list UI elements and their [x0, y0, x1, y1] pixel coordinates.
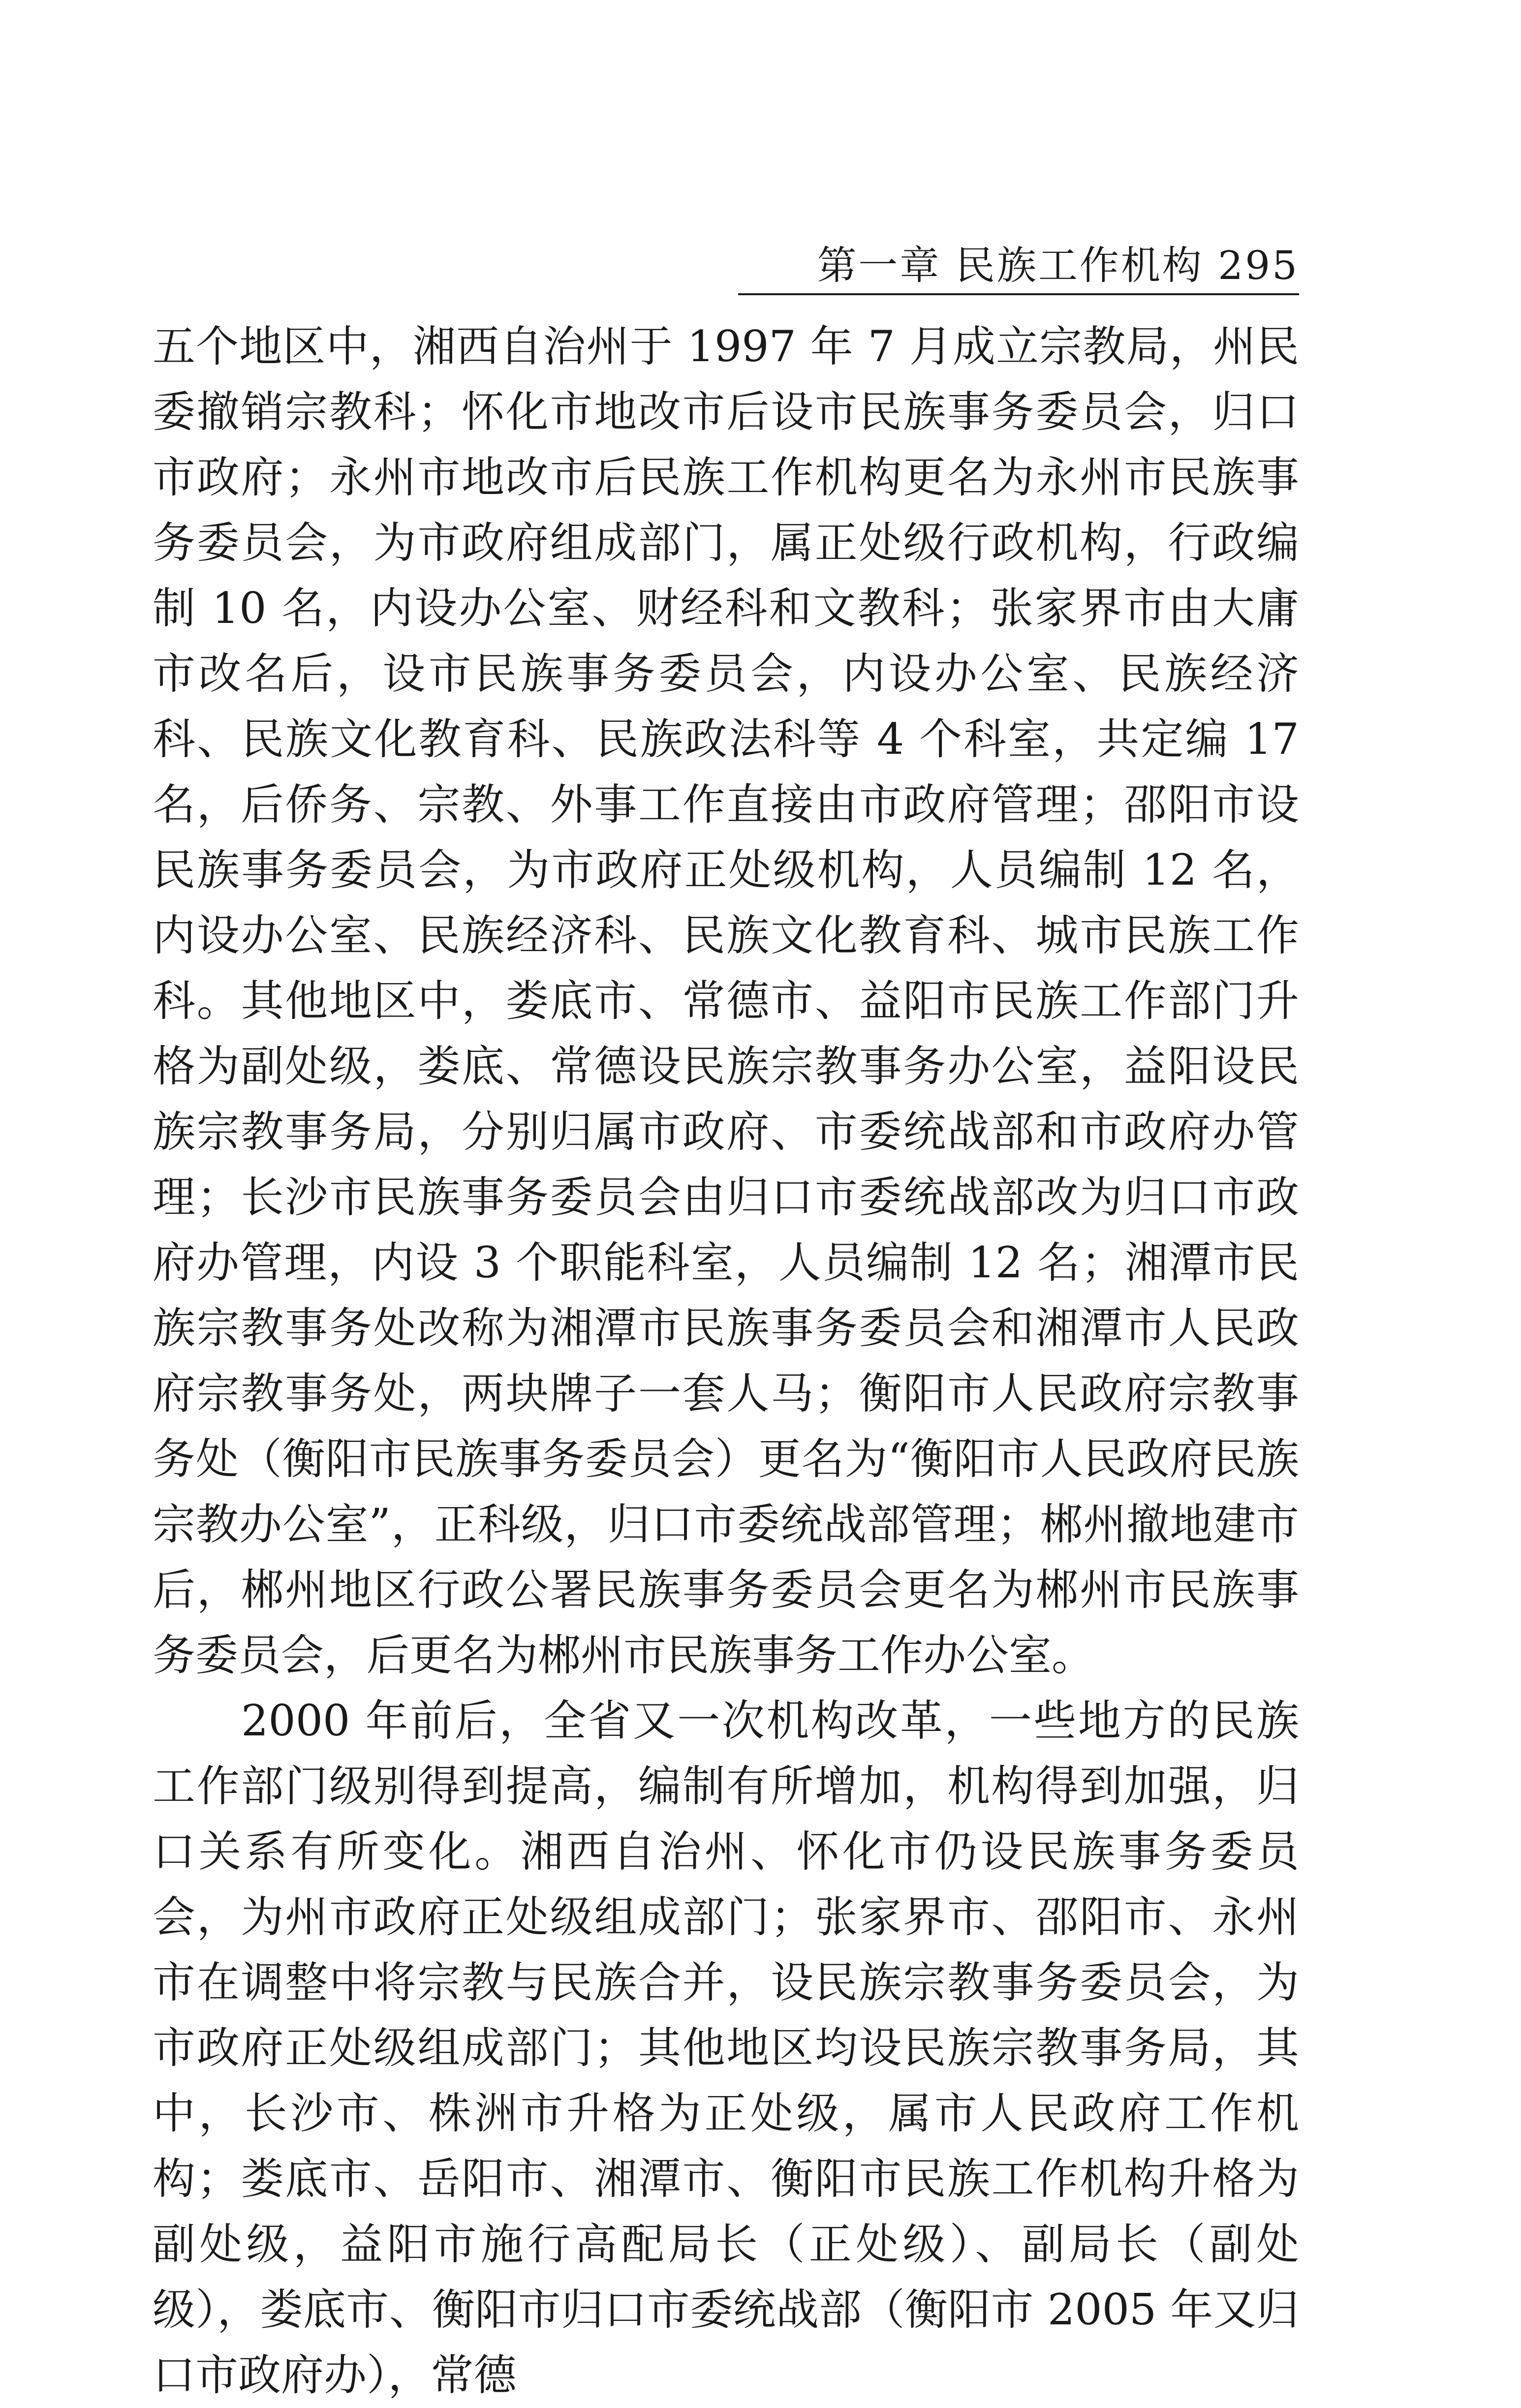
paragraph-1: 五个地区中，湘西自治州于 1997 年 7 月成立宗教局，州民委撤销宗教科；怀化市地改市后设市民族事务委员会，归口市政府；永州市地改市后民族工作机构更名为永州市民族事务委员会，为市政府组成部门，属正处级行政机构，行政编制 10 名，内设办公室、财经科和文教科；张家界市由大庸市改名后，设市民族事务委员会，内设办公室、民族经济科、民族文化教育科、民族政法科等 4 个科室，共定编 17 名，后侨务、宗教、外事工作直接由市政府管理；邵阳市设民族事务委员会，为市政府正处级机构，人员编制 12 名，内设办公室、民族经济科、民族文化教育科、城市民族工作科。其他地区中，娄底市、常德市、益阳市民族工作部门升格为副处级，娄底、常德设民族宗教事务办公室，益阳设民族宗教事务局，分别归属市政府、市委统战部和市政府办管理；长沙市民族事务委员会由归口市委统战部改为归口市政府办管理，内设 3 个职能科室，人员编制 12 名；湘潭市民族宗教事务处改称为湘潭市民族事务委员会和湘潭市人民政府宗教事务处，两块牌子一套人马；衡阳市人民政府宗教事务处（衡阳市民族事务委员会）更名为“衡阳市人民政府民族宗教办公室”，正科级，归口市委统战部管理；郴州撤地建市后，郴州地区行政公署民族事务委员会更名为郴州市民族事务委员会，后更名为郴州市民族事务工作办公室。 [153, 321, 1299, 1680]
running-head: 第一章 民族工作机构 295 [817, 243, 1299, 288]
body-text [153, 314, 1299, 2408]
header-rule [738, 293, 1299, 295]
paragraph-2: 2000 年前后，全省又一次机构改革，一些地方的民族工作部门级别得到提高，编制有所增加，机构得到加强，归口关系有所变化。湘西自治州、怀化市仍设民族事务委员会，为州市政府正处级组成部门；张家界市、邵阳市、永州市在调整中将宗教与民族合并，设民族宗教事务委员会，为市政府正处级组成部门；其他地区均设民族宗教事务局，其中，长沙市、株洲市升格为正处级，属市人民政府工作机构；娄底市、岳阳市、湘潭市、衡阳市民族工作机构升格为副处级，益阳市施行高配局长（正处级）、副局长（副处级），娄底市、衡阳市归口市委统战部（衡阳市 2005 年又归口市政府办），常德 [153, 1696, 1299, 2400]
